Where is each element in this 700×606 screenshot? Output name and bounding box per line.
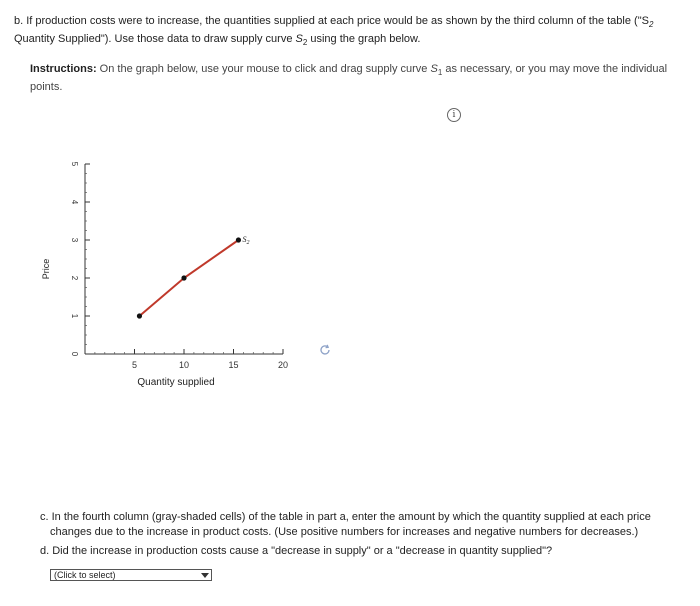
y-tick-label: 2: [70, 275, 79, 281]
instructions-sub: 1: [437, 68, 443, 77]
supply-graph[interactable]: [0, 140, 340, 400]
question-b-s-name: S: [295, 33, 303, 45]
question-b: [14, 14, 684, 50]
y-axis-label: Price: [41, 258, 51, 280]
info-icon[interactable]: [447, 108, 461, 122]
supply-curve-point[interactable]: [181, 275, 186, 280]
series-label: $S_2$: [242, 235, 250, 246]
question-c-line-2: changes due to the increase in product costs. (Use positive numbers for increases and negative numbers for decreases.): [50, 526, 639, 538]
supply-curve-line[interactable]: [139, 240, 238, 316]
x-tick-label: 15: [228, 360, 239, 370]
y-tick-label: 5: [70, 161, 79, 167]
x-axis-label: Quantity supplied: [137, 377, 215, 388]
refresh-icon[interactable]: [318, 343, 332, 357]
question-b-text-3: using the graph below.: [307, 33, 421, 45]
instructions: [30, 62, 690, 95]
supply-curve-point[interactable]: [137, 313, 142, 318]
x-tick-label: 10: [178, 360, 190, 370]
answer-dropdown[interactable]: [50, 569, 212, 581]
question-b-sub-2: 2: [302, 38, 308, 47]
instructions-s-name: S: [430, 63, 438, 75]
question-d-text: d. Did the increase in production costs cause a "decrease in supply" or a "decrease in quantity supplied"?: [40, 545, 553, 557]
instructions-label: Instructions:: [30, 63, 97, 75]
y-tick-label: 3: [70, 237, 79, 243]
info-icon-glyph: i: [452, 110, 456, 120]
question-b-sub-1: 2: [648, 20, 654, 29]
series-layer[interactable]: [137, 235, 250, 319]
question-c: [40, 510, 680, 540]
instructions-text-1: On the graph below, use your mouse to click and drag supply curve: [96, 63, 431, 75]
instructions-text-2: as necessary, or you may move the individual points.: [30, 63, 668, 93]
dropdown-placeholder: (Click to select): [54, 570, 116, 580]
x-tick-label: 5: [131, 360, 138, 370]
supply-curve-point[interactable]: [236, 237, 241, 242]
question-b-text-1: b. If production costs were to increase, the quantities supplied at each price would be as shown by the third column of the table ("S: [14, 15, 649, 27]
x-tick-label: 20: [277, 360, 289, 370]
axes: [41, 162, 288, 388]
question-c-line-1: c. In the fourth column (gray-shaded cells) of the table in part a, enter the amount by which the quantity supplied at each price: [40, 511, 651, 523]
y-tick-label: 1: [70, 313, 79, 319]
y-tick-label: 4: [70, 199, 79, 205]
chevron-down-icon: [201, 573, 209, 578]
question-b-text-2: Quantity Supplied"). Use those data to draw supply curve: [14, 33, 296, 45]
series-label-sub: 2: [246, 240, 250, 246]
question-d: [40, 544, 680, 559]
y-tick-label: 0: [70, 351, 79, 357]
